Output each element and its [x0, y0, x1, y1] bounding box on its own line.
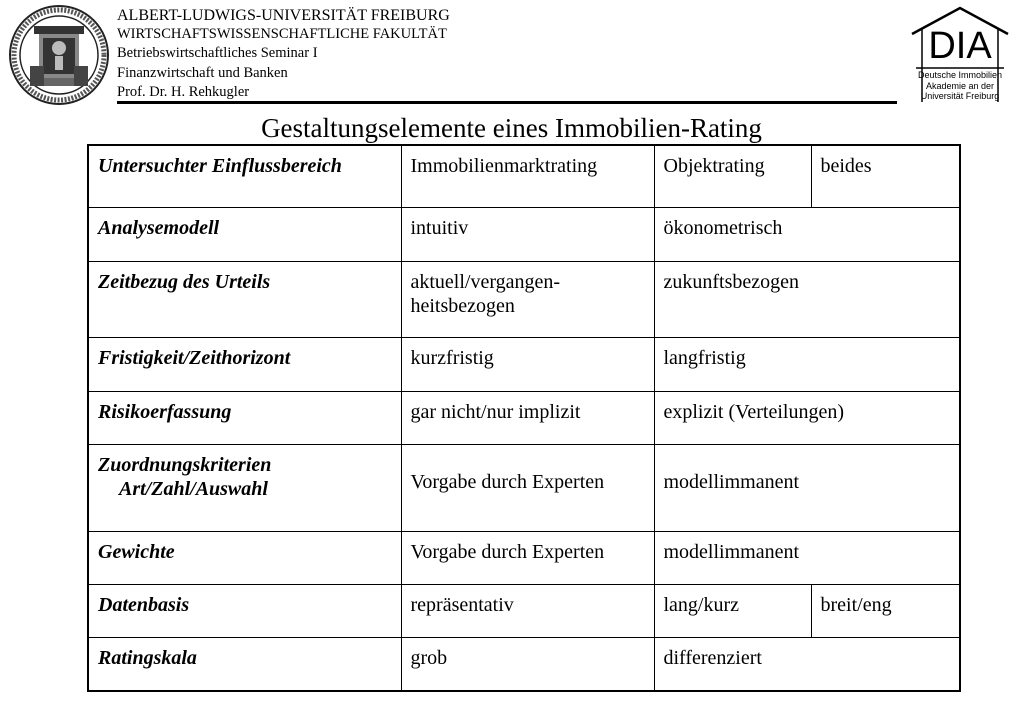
- row-label: Fristigkeit/Zeithorizont: [88, 337, 401, 391]
- seminar-name: Betriebswirtschaftliches Seminar I: [117, 45, 318, 62]
- table-cell-text: modellimmanent: [663, 470, 800, 493]
- university-seal-logo: [8, 4, 110, 106]
- table-cell: langfristig: [654, 337, 960, 391]
- row-label: Ratingskala: [88, 637, 401, 691]
- table-row: [88, 207, 960, 261]
- page-title: Gestaltungselemente eines Immobilien-Rating: [261, 113, 762, 143]
- dia-caption-line3: Universität Freiburg: [920, 91, 1000, 101]
- table-cell: beides: [811, 145, 960, 207]
- dia-caption: [908, 70, 1012, 102]
- table-row: [88, 531, 960, 584]
- row-label: Risikoerfassung: [88, 391, 401, 444]
- university-name: ALBERT-LUDWIGS-UNIVERSITÄT FREIBURG: [117, 7, 450, 24]
- table-cell: gar nicht/nur implizit: [401, 391, 654, 444]
- table-cell: breit/eng: [811, 584, 960, 637]
- table-cell: zukunftsbezogen: [654, 261, 960, 337]
- dia-caption-line2: Akademie an der: [925, 80, 995, 91]
- dia-logo-text: DIA: [928, 25, 992, 67]
- table-cell: [401, 444, 654, 531]
- table-cell: Objektrating: [654, 145, 811, 207]
- table-cell-text: Vorgabe durch Experten: [410, 470, 605, 493]
- dia-caption-line1: Deutsche Immobilien: [917, 70, 1003, 80]
- table-cell-line: aktuell/vergangen-: [410, 270, 561, 293]
- table-cell: kurzfristig: [401, 337, 654, 391]
- table-cell: repräsentativ: [401, 584, 654, 637]
- row-label: Untersuchter Einflussbereich: [88, 145, 401, 207]
- table-row: [88, 391, 960, 444]
- table-row: [88, 584, 960, 637]
- table-cell: lang/kurz: [654, 584, 811, 637]
- table-row: [88, 261, 960, 337]
- table-cell: Vorgabe durch Experten: [401, 531, 654, 584]
- institution-header: [117, 6, 450, 102]
- table-cell: intuitiv: [401, 207, 654, 261]
- table-row: [88, 444, 960, 531]
- row-label: [88, 444, 401, 531]
- professor-name: Prof. Dr. H. Rehkugler: [117, 83, 250, 100]
- row-label: Datenbasis: [88, 584, 401, 637]
- row-label: Zeitbezug des Urteils: [88, 261, 401, 337]
- row-label-line: Art/Zahl/Auswahl: [119, 477, 268, 500]
- faculty-name: WIRTSCHAFTSWISSENSCHAFTLICHE FAKULTÄT: [117, 26, 447, 43]
- row-label-line: Zuordnungskriterien: [98, 453, 272, 476]
- table-cell: modellimmanent: [654, 531, 960, 584]
- table-cell: explizit (Verteilungen): [654, 391, 960, 444]
- table-cell: [401, 261, 654, 337]
- rating-elements-table: [87, 144, 961, 692]
- table-cell: grob: [401, 637, 654, 691]
- table-cell: Immobilienmarktrating: [401, 145, 654, 207]
- table-cell: differenziert: [654, 637, 960, 691]
- table-cell-line: heitsbezogen: [410, 294, 515, 317]
- row-label: Analysemodell: [88, 207, 401, 261]
- header-divider: [117, 101, 897, 104]
- table-cell: [654, 444, 960, 531]
- table-row: [88, 145, 960, 207]
- table-cell: ökonometrisch: [654, 207, 960, 261]
- table-row: [88, 337, 960, 391]
- table-row: [88, 637, 960, 691]
- department-name: Finanzwirtschaft und Banken: [117, 64, 288, 81]
- row-label: Gewichte: [88, 531, 401, 584]
